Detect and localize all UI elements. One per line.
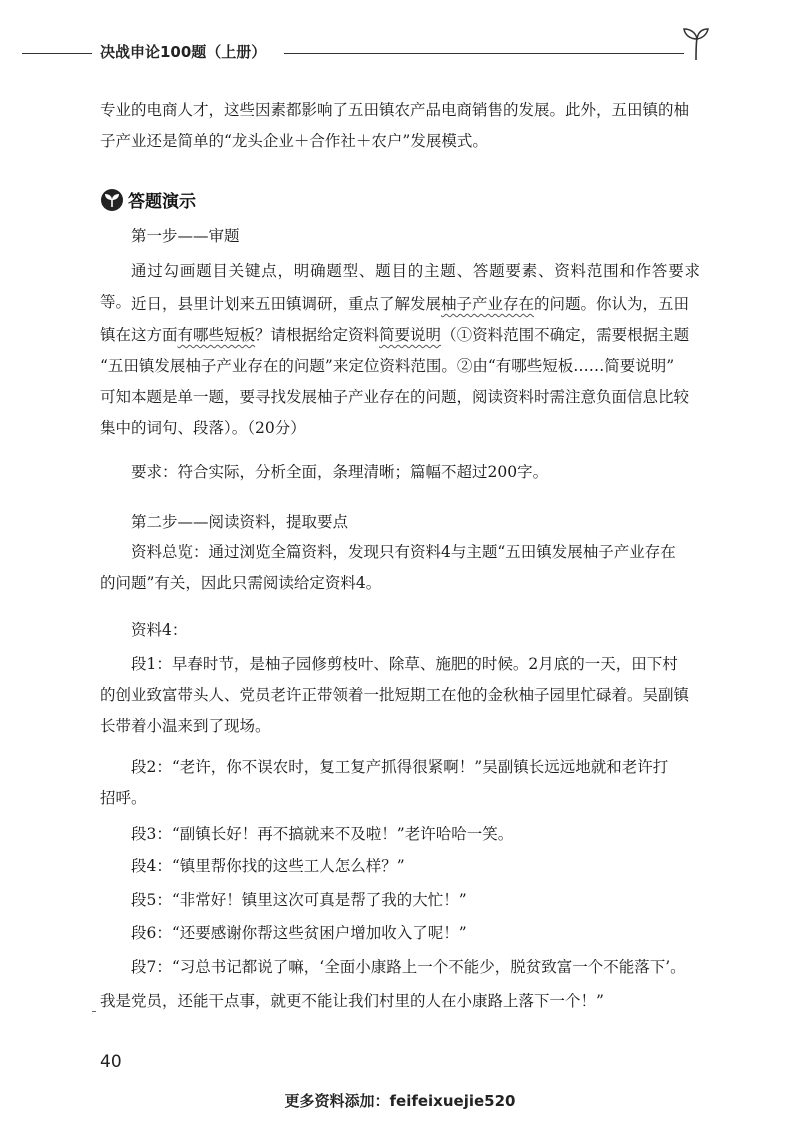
step1-heading: 第一步——审题 [131,227,240,245]
requirements: 要求：符合实际，分析全面，条理清晰；篇幅不超过200字。 [131,463,549,481]
key-phrase: 简要说明 [379,326,442,344]
leaf-icon [100,188,124,212]
paragraph-line: 段7：“习总书记都说了嘛，‘全面小康路上一个不能少，脱贫致富一个不能落下’。 [131,958,686,976]
step2-heading: 第二步——阅读资料，提取要点 [131,513,349,531]
material-title: 资料4： [131,621,188,639]
header-rule-left [22,53,92,54]
paragraph-line: 的创业致富带头人、党员老许正带领着一批短期工在他的金秋柚子园里忙碌着。吴副镇 [100,686,690,704]
paragraph-line: 段2：“老许，你不误农时，复工复产抓得很紧啊！”吴副镇长远远地就和老许打 [131,758,669,776]
paragraph-line: 段5：“非常好！镇里这次可真是帮了我的大忙！” [131,891,467,909]
paragraph-line: 我是党员，还能干点事，就更不能让我们村里的人在小康路上落下一个！” [100,992,604,1010]
section-heading [100,187,196,212]
paragraph-line: 招呼。 [100,789,147,807]
intro-line: 子产业还是简单的“龙头企业＋合作社＋农户”发展模式。 [100,132,488,150]
paragraph-line: 段4：“镇里帮你找的这些工人怎么样？” [131,857,405,875]
paragraph-line: 段6：“还要感谢你帮这些贫困户增加收入了呢！” [131,924,467,942]
header-rule-right [284,53,684,54]
book-header-title: 决战申论100题（上册） [100,43,267,61]
page-number: 40 [100,1052,122,1072]
paragraph-line: 段1：早春时节，是柚子园修剪枝叶、除草、施肥的时候。2月底的一天，田下村 [131,655,678,673]
footer-watermark: 更多资料添加：feifeixuejie520 [284,1092,516,1110]
step1-paragraph: 通过勾画题目关键点，明确题型、题目的主题、答题要素、资料范围和作答要求等。 [100,262,700,311]
section-title: 答题演示 [128,192,196,212]
paragraph-line: 段3：“副镇长好！再不搞就来不及啦！”老许哈哈一笑。 [131,825,514,843]
sprout-icon [676,26,716,62]
overview-line: 的问题”有关，因此只需阅读给定资料4。 [100,574,382,592]
paragraph-line: 长带着小温来到了现场。 [100,717,271,735]
margin-mark [92,1011,96,1012]
key-phrase: 有哪些短板 [177,326,256,344]
overview-line: 资料总览：通过浏览全篇资料，发现只有资料4与主题“五田镇发展柚子产业存在 [131,543,676,561]
intro-line: 专业的电商人才，这些因素都影响了五田镇农产品电商销售的发展。此外，五田镇的柚 [100,101,690,119]
question-text: 近日，县里计划来五田镇调研，重点了解发展柚子产业存在的问题。你认为，五田 镇在这方面有哪些短板？请根据给定资料简要说明（①资料范围不确定，需要根据主题 “五田镇发展柚子产业存在的问题”来定位资料范围。②由“有哪些短板……简要说明” 可知本题是单一题，要寻找发展柚子产业存在的问题，阅读资料时需注意负面信息比较 集中的词句、段落）。（20分） [100,295,690,437]
key-phrase: 柚子产业存在 [441,295,535,313]
